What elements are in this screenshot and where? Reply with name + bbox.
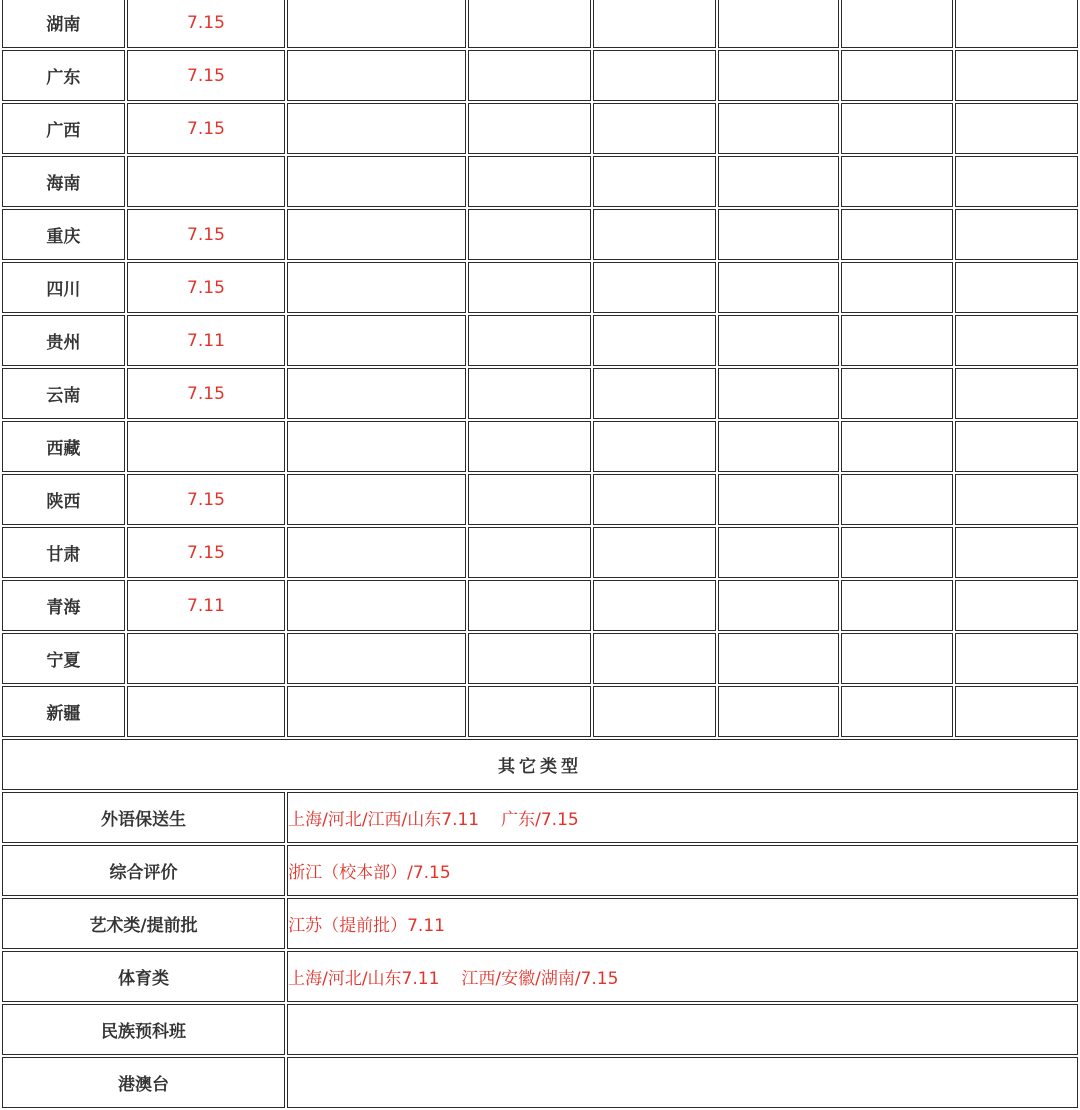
- empty-cell: [955, 103, 1078, 154]
- province-name: 宁夏: [2, 633, 125, 684]
- table-row: [2, 845, 1078, 896]
- province-date: [127, 686, 285, 737]
- table-row: [2, 1004, 1078, 1055]
- table-row: [2, 792, 1078, 843]
- table-row: [2, 0, 1078, 48]
- table-row: [2, 474, 1078, 525]
- table-row: [2, 262, 1078, 313]
- category-value: [287, 898, 1078, 949]
- table-row: [2, 898, 1078, 949]
- category-value: [287, 1004, 1078, 1055]
- empty-cell: [287, 315, 466, 366]
- province-date: 7.15: [127, 209, 285, 260]
- empty-cell: [955, 421, 1078, 472]
- table-row: [2, 368, 1078, 419]
- table-row: [2, 209, 1078, 260]
- province-date: 7.15: [127, 50, 285, 101]
- province-name: 甘肃: [2, 527, 125, 578]
- province-date: 7.15: [127, 527, 285, 578]
- province-name: 广西: [2, 103, 125, 154]
- empty-cell: [287, 209, 466, 260]
- province-date: 7.11: [127, 580, 285, 631]
- province-name: 广东: [2, 50, 125, 101]
- empty-cell: [287, 50, 466, 101]
- empty-cell: [841, 474, 953, 525]
- category-value-part: 上海/河北/山东7.11: [288, 969, 440, 989]
- table-row: [2, 580, 1078, 631]
- empty-cell: [287, 527, 466, 578]
- category-value-part: 上海/河北/江西/山东7.11: [288, 810, 480, 830]
- empty-cell: [718, 209, 839, 260]
- empty-cell: [287, 0, 466, 48]
- empty-cell: [468, 315, 591, 366]
- empty-cell: [468, 0, 591, 48]
- province-date: [127, 156, 285, 207]
- category-value-part: 浙江（校本部）/7.15: [288, 863, 451, 883]
- empty-cell: [468, 580, 591, 631]
- category-value: [287, 1057, 1078, 1108]
- empty-cell: [718, 262, 839, 313]
- empty-cell: [593, 156, 716, 207]
- category-value: [287, 951, 1078, 1002]
- category-value-part: 广东/7.15: [501, 810, 579, 830]
- table-row: [2, 633, 1078, 684]
- empty-cell: [841, 262, 953, 313]
- province-name: 云南: [2, 368, 125, 419]
- empty-cell: [593, 262, 716, 313]
- empty-cell: [841, 0, 953, 48]
- empty-cell: [593, 209, 716, 260]
- province-name: 四川: [2, 262, 125, 313]
- table-row: [2, 421, 1078, 472]
- empty-cell: [287, 368, 466, 419]
- province-name: 西藏: [2, 421, 125, 472]
- empty-cell: [718, 156, 839, 207]
- empty-cell: [955, 315, 1078, 366]
- empty-cell: [468, 633, 591, 684]
- category-value: [287, 845, 1078, 896]
- category-label: 外语保送生: [2, 792, 285, 843]
- empty-cell: [287, 580, 466, 631]
- province-date: 7.15: [127, 474, 285, 525]
- province-date: 7.15: [127, 103, 285, 154]
- empty-cell: [593, 421, 716, 472]
- empty-cell: [841, 156, 953, 207]
- empty-cell: [955, 209, 1078, 260]
- empty-cell: [841, 103, 953, 154]
- empty-cell: [955, 156, 1078, 207]
- empty-cell: [955, 368, 1078, 419]
- empty-cell: [468, 421, 591, 472]
- empty-cell: [468, 209, 591, 260]
- category-label: 综合评价: [2, 845, 285, 896]
- empty-cell: [593, 580, 716, 631]
- category-label: 港澳台: [2, 1057, 285, 1108]
- empty-cell: [593, 633, 716, 684]
- province-name: 青海: [2, 580, 125, 631]
- empty-cell: [718, 633, 839, 684]
- province-name: 湖南: [2, 0, 125, 48]
- province-date: 7.15: [127, 262, 285, 313]
- empty-cell: [718, 368, 839, 419]
- empty-cell: [287, 474, 466, 525]
- empty-cell: [468, 156, 591, 207]
- category-value-part: 江西/安徽/湖南/7.15: [461, 969, 619, 989]
- province-date: [127, 421, 285, 472]
- table-row: [2, 686, 1078, 737]
- empty-cell: [468, 50, 591, 101]
- empty-cell: [841, 421, 953, 472]
- section-header-row: [2, 739, 1078, 790]
- empty-cell: [593, 474, 716, 525]
- province-name: 海南: [2, 156, 125, 207]
- province-name: 陕西: [2, 474, 125, 525]
- table-row: [2, 315, 1078, 366]
- empty-cell: [468, 368, 591, 419]
- empty-cell: [841, 50, 953, 101]
- category-label: 艺术类/提前批: [2, 898, 285, 949]
- empty-cell: [955, 527, 1078, 578]
- empty-cell: [718, 0, 839, 48]
- province-name: 贵州: [2, 315, 125, 366]
- empty-cell: [841, 527, 953, 578]
- table-row: [2, 527, 1078, 578]
- empty-cell: [287, 633, 466, 684]
- empty-cell: [593, 527, 716, 578]
- empty-cell: [287, 103, 466, 154]
- empty-cell: [718, 580, 839, 631]
- province-date: 7.15: [127, 0, 285, 48]
- empty-cell: [468, 527, 591, 578]
- section-title: 其它类型: [2, 739, 1078, 790]
- empty-cell: [955, 50, 1078, 101]
- empty-cell: [841, 686, 953, 737]
- empty-cell: [287, 686, 466, 737]
- empty-cell: [841, 368, 953, 419]
- province-name: 重庆: [2, 209, 125, 260]
- empty-cell: [955, 0, 1078, 48]
- table-row: [2, 156, 1078, 207]
- empty-cell: [955, 580, 1078, 631]
- empty-cell: [287, 262, 466, 313]
- empty-cell: [718, 103, 839, 154]
- empty-cell: [287, 421, 466, 472]
- empty-cell: [468, 262, 591, 313]
- empty-cell: [718, 421, 839, 472]
- table-row: [2, 1057, 1078, 1108]
- empty-cell: [593, 315, 716, 366]
- table-row: [2, 50, 1078, 101]
- province-rows: [2, 0, 1078, 1108]
- empty-cell: [468, 474, 591, 525]
- province-name: 新疆: [2, 686, 125, 737]
- category-value: [287, 792, 1078, 843]
- category-label: 民族预科班: [2, 1004, 285, 1055]
- category-label: 体育类: [2, 951, 285, 1002]
- empty-cell: [593, 50, 716, 101]
- province-date: [127, 633, 285, 684]
- empty-cell: [718, 50, 839, 101]
- province-date: 7.11: [127, 315, 285, 366]
- empty-cell: [841, 209, 953, 260]
- empty-cell: [718, 686, 839, 737]
- empty-cell: [955, 474, 1078, 525]
- empty-cell: [718, 315, 839, 366]
- empty-cell: [593, 0, 716, 48]
- empty-cell: [468, 686, 591, 737]
- empty-cell: [593, 103, 716, 154]
- province-date: 7.15: [127, 368, 285, 419]
- empty-cell: [841, 315, 953, 366]
- empty-cell: [841, 633, 953, 684]
- empty-cell: [718, 474, 839, 525]
- empty-cell: [593, 686, 716, 737]
- empty-cell: [468, 103, 591, 154]
- empty-cell: [955, 633, 1078, 684]
- empty-cell: [287, 156, 466, 207]
- empty-cell: [955, 262, 1078, 313]
- empty-cell: [841, 580, 953, 631]
- category-value-part: 江苏（提前批）7.11: [288, 916, 445, 936]
- empty-cell: [593, 368, 716, 419]
- empty-cell: [718, 527, 839, 578]
- empty-cell: [955, 686, 1078, 737]
- table-row: [2, 103, 1078, 154]
- table-row: [2, 951, 1078, 1002]
